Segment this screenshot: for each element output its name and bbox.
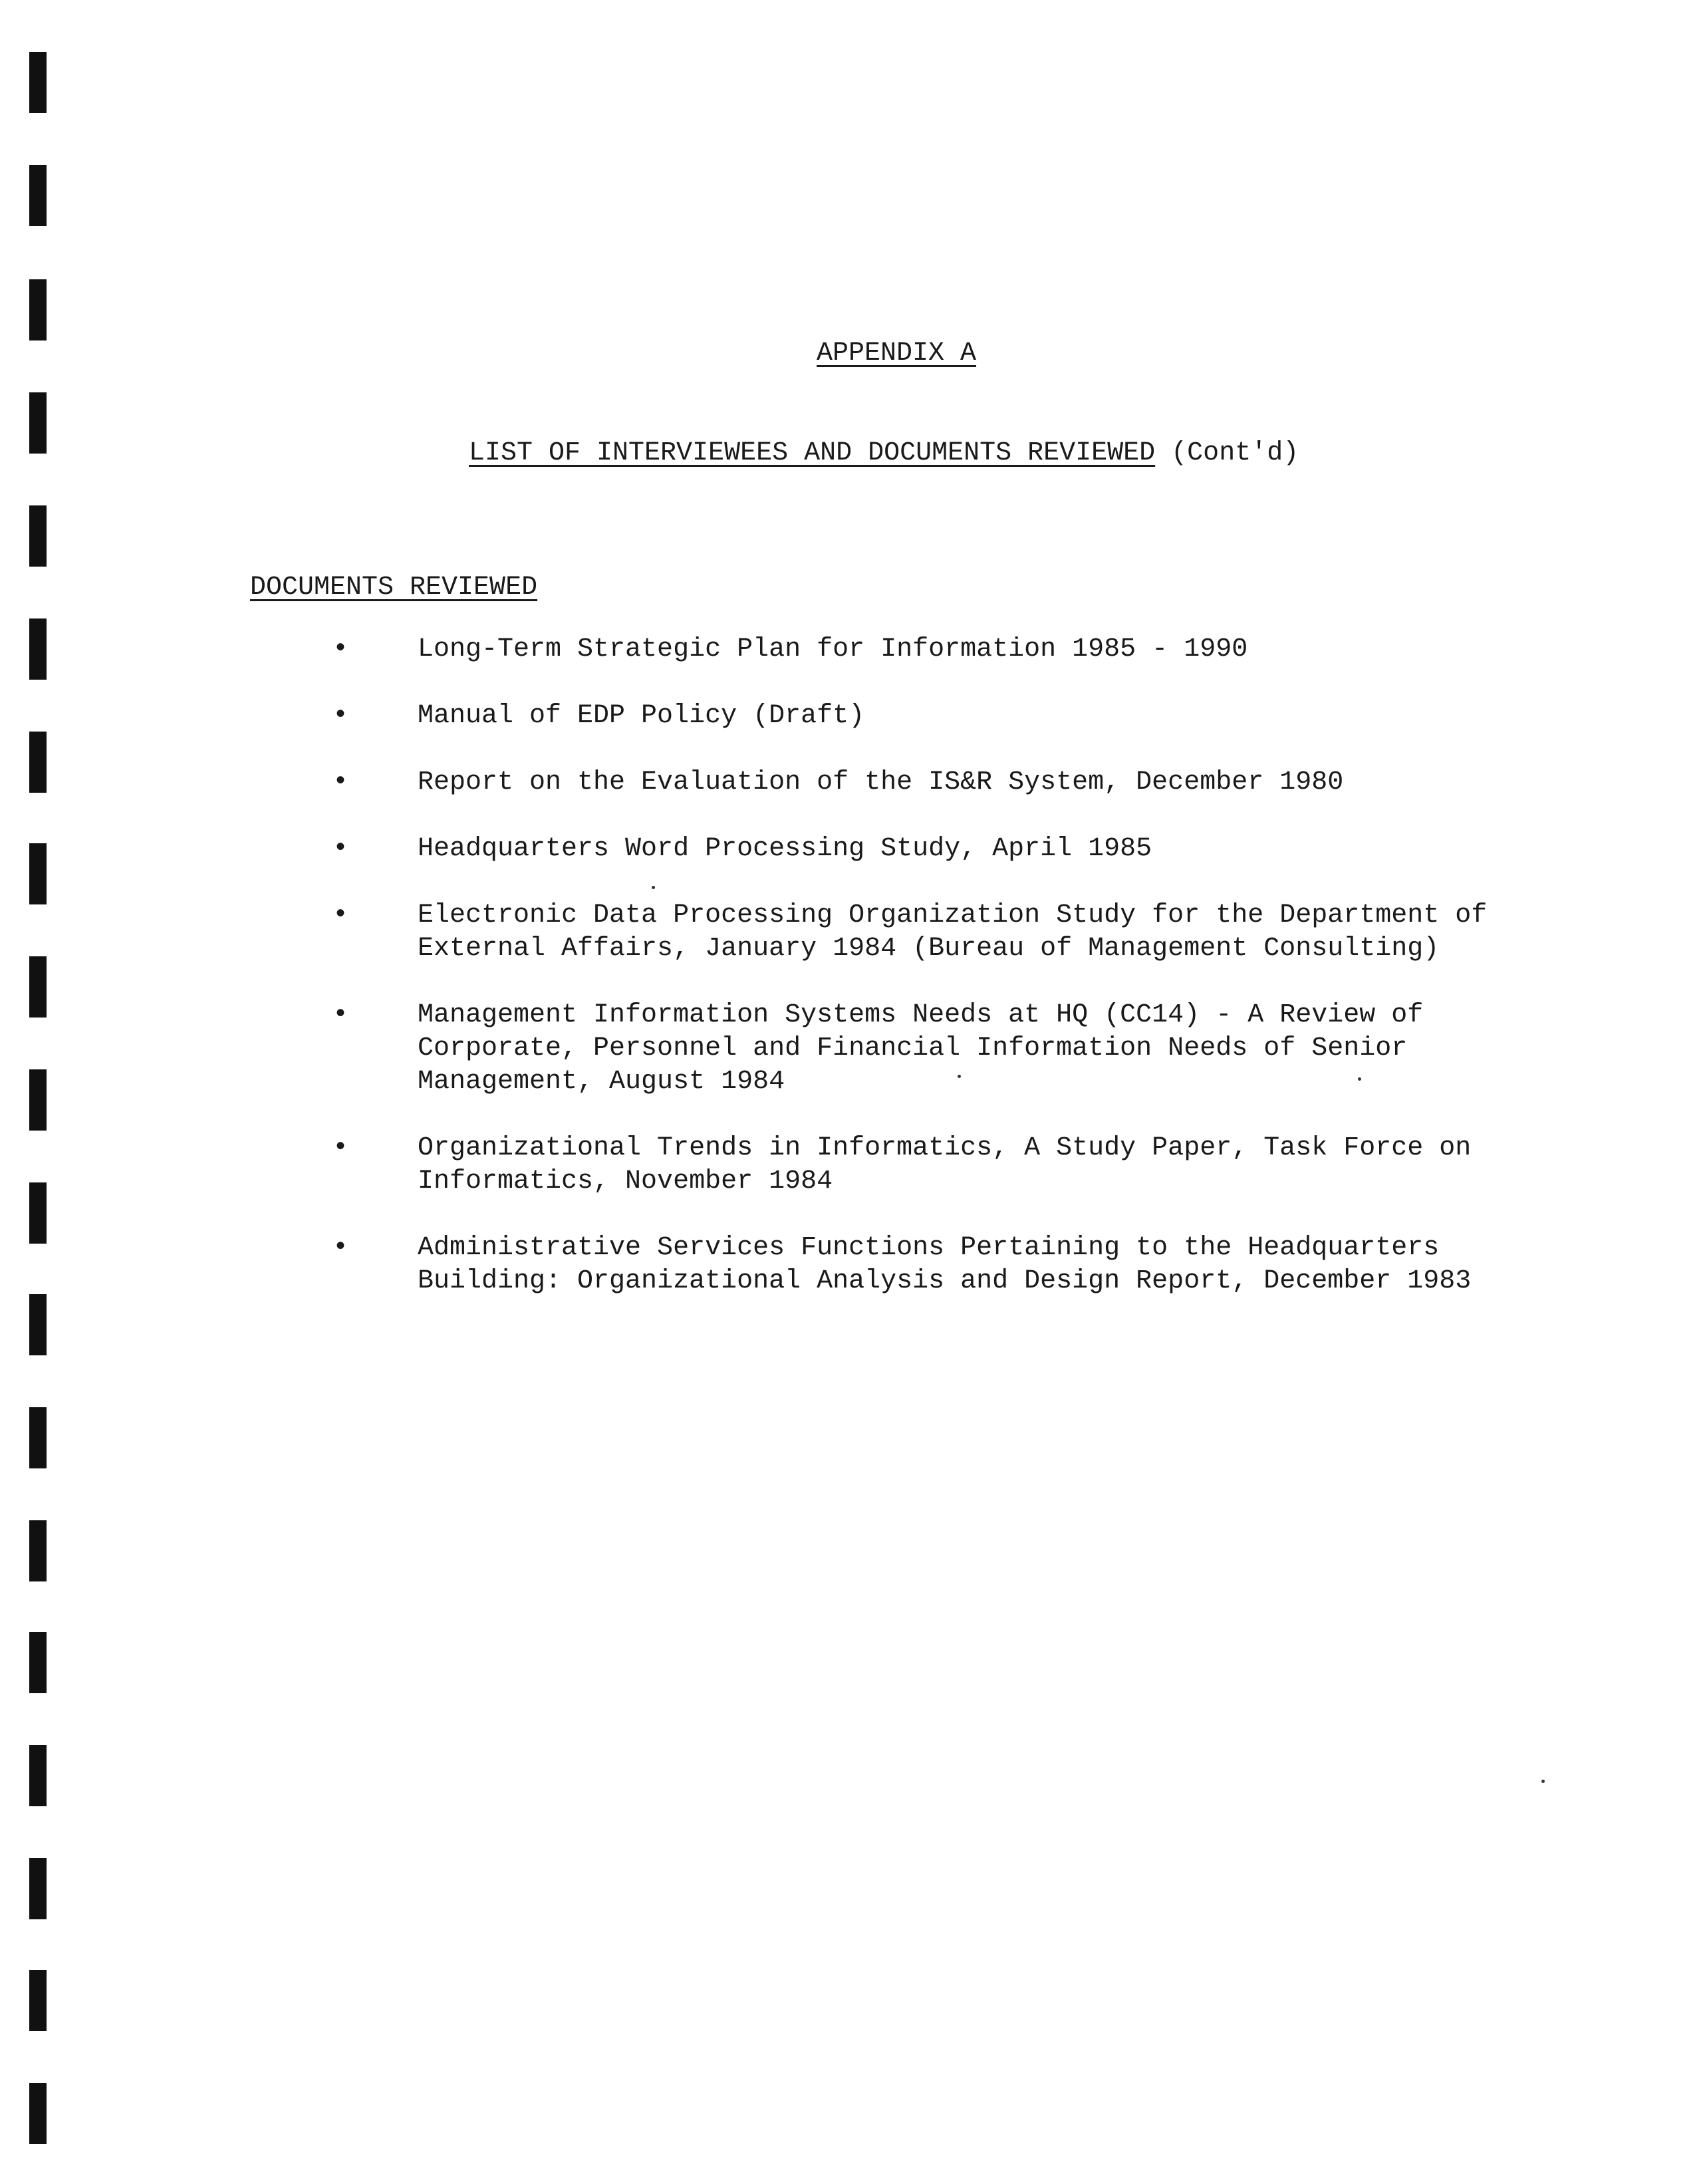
scan-speck <box>652 886 655 889</box>
binding-mark <box>29 1858 47 1919</box>
scan-speck <box>1541 1780 1545 1783</box>
scan-speck <box>1358 1077 1361 1081</box>
document-title: Manual of EDP Policy (Draft) <box>418 701 865 731</box>
binding-mark <box>29 2083 47 2144</box>
bullet: • <box>332 634 349 664</box>
binding-mark <box>29 956 47 1018</box>
binding-mark <box>29 1407 47 1468</box>
binding-mark <box>29 1182 47 1244</box>
list-title <box>469 438 1299 470</box>
document-title: Long-Term Strategic Plan for Information 1985 - 1990 <box>418 634 1248 664</box>
document-title: Report on the Evaluation of the IS&R System, December 1980 <box>418 767 1344 797</box>
bullet: • <box>332 701 349 731</box>
binding-mark <box>29 165 47 226</box>
bullet: • <box>332 1233 349 1263</box>
list-title-suffix: (Cont'd) <box>1155 438 1299 468</box>
bullet: • <box>332 1000 349 1030</box>
document-title: Administrative Services Functions Pertaining to the Headquarters Building: Organizational Analysis and Design Report, December 1983 <box>418 1233 1472 1296</box>
binding-mark <box>29 1069 47 1131</box>
binding-mark <box>29 1745 47 1806</box>
list-title-main: LIST OF INTERVIEWEES AND DOCUMENTS REVIEWED <box>469 438 1156 468</box>
binding-mark <box>29 52 47 113</box>
bullet: • <box>332 767 349 797</box>
bullet: • <box>332 834 349 864</box>
appendix-title: APPENDIX A <box>817 339 977 368</box>
document-title: Electronic Data Processing Organization Study for the Department of External Affairs, January 1984 (Bureau of Management Consulting) <box>418 900 1488 964</box>
binding-mark <box>29 1632 47 1693</box>
document-title: Management Information Systems Needs at HQ (CC14) - A Review of Corporate, Personnel and Financial Information Needs of Senior Management, August 1984 <box>418 1000 1424 1097</box>
binding-mark <box>29 843 47 904</box>
binding-mark <box>29 279 47 341</box>
binding-mark <box>29 618 47 680</box>
section-heading: DOCUMENTS REVIEWED <box>250 573 538 603</box>
document-title: Organizational Trends in Informatics, A Study Paper, Task Force on Informatics, November 1984 <box>418 1133 1472 1196</box>
binding-mark <box>29 1294 47 1355</box>
binding-mark <box>29 732 47 793</box>
document-title: Headquarters Word Processing Study, April 1985 <box>418 834 1152 864</box>
binding-mark <box>29 392 47 454</box>
bullet: • <box>332 900 349 930</box>
binding-mark <box>29 1520 47 1581</box>
binding-mark <box>29 505 47 567</box>
binding-mark <box>29 1970 47 2031</box>
scan-speck <box>958 1075 961 1078</box>
bullet: • <box>332 1133 349 1163</box>
